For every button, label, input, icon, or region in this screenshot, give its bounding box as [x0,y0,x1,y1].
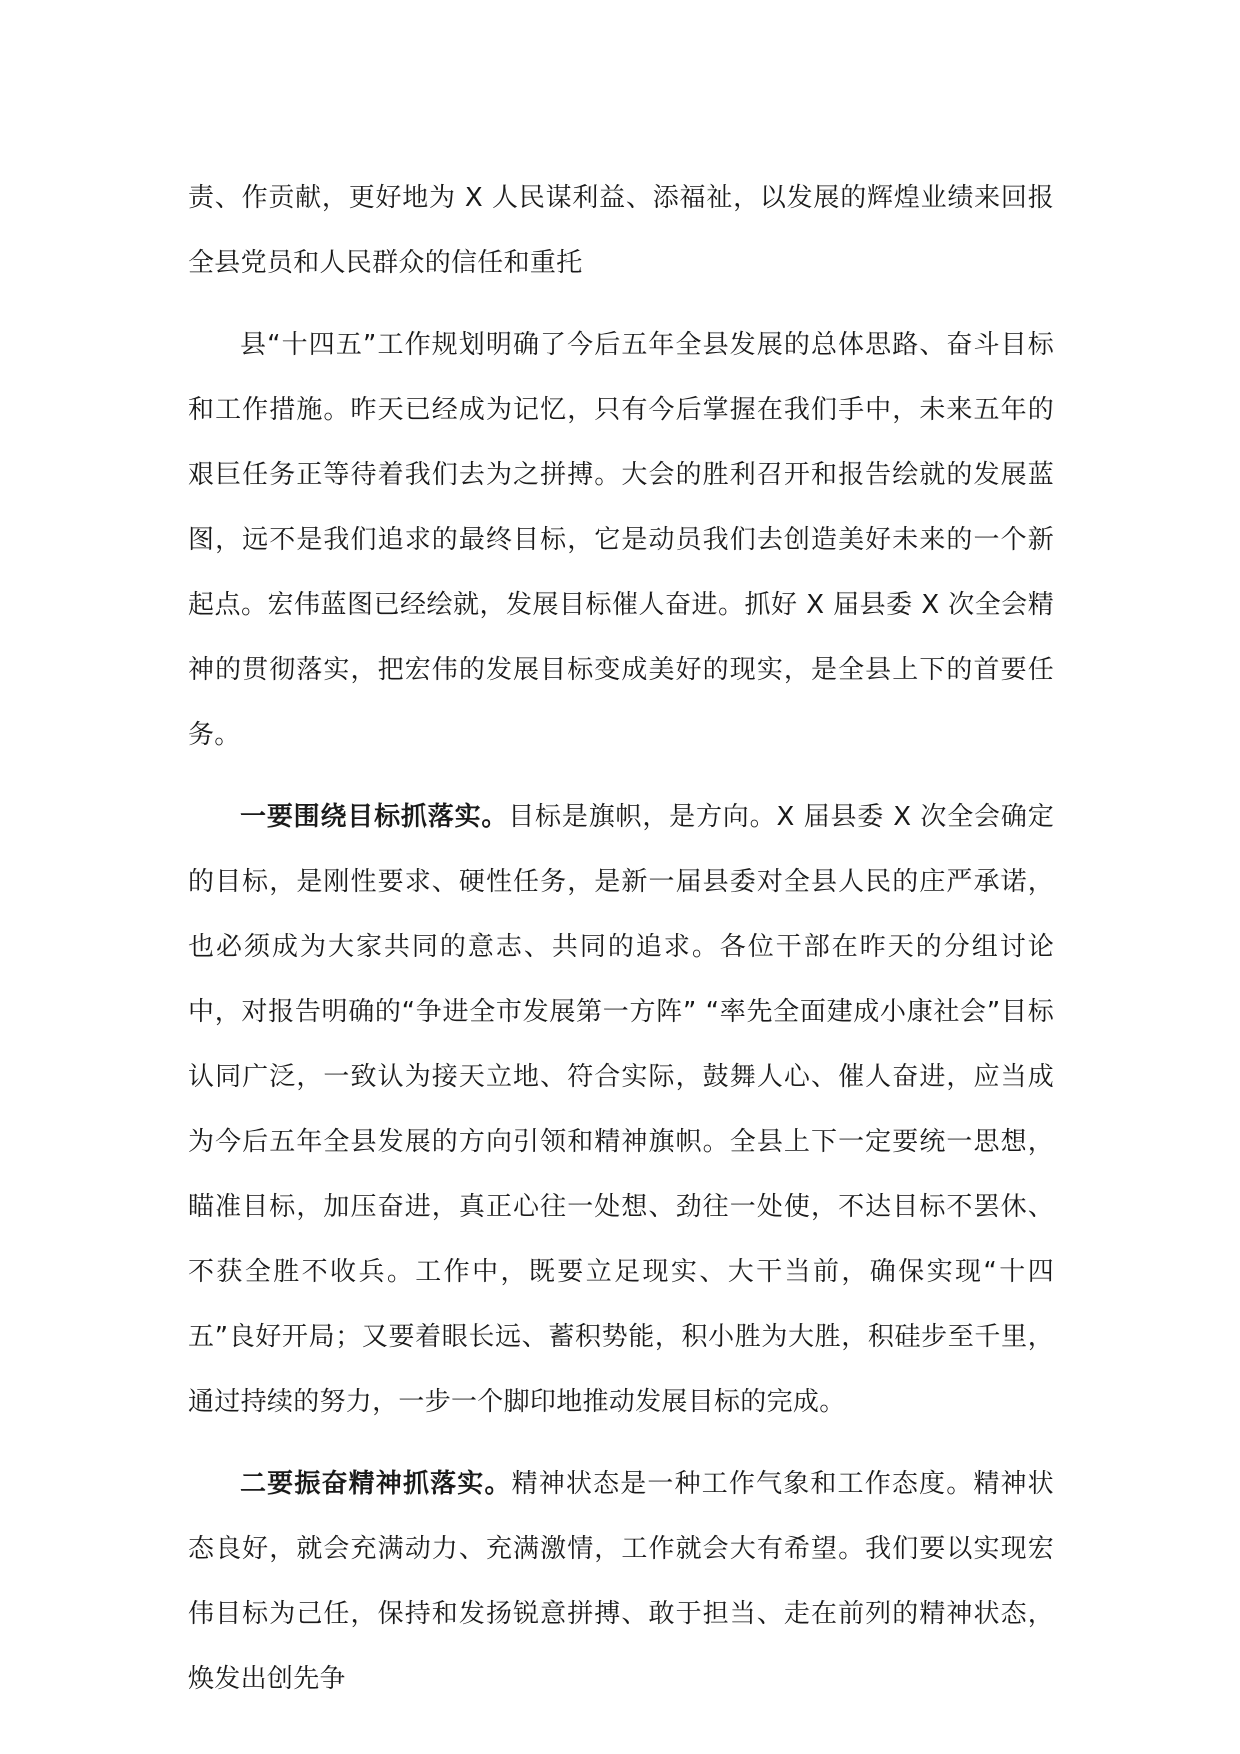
paragraph-text: 县“十四五”工作规划明确了今后五年全县发展的总体思路、奋斗目标和工作措施。昨天已经成为记忆，只有今后掌握在我们手中，未来五年的艰巨任务正等待着我们去为之拼搏。大会的胜利召开和报告绘就的发展蓝图，远不是我们追求的最终目标，它是动员我们去创造美好未来的一个新起点。宏伟蓝图已经绘就，发展目标催人奋进。抓好 X 届县委 X 次全会精神的贯彻落实，把宏伟的发展目标变成美好的现实，是全县上下的首要任务。 [188,330,1054,750]
paragraph-lead-heading: 二要振奋精神抓落实。 [240,1469,512,1499]
paragraph-spirit-implementation [188,1452,1054,1712]
paragraph-goal-implementation [188,785,1054,1435]
document-page [188,166,1054,1712]
paragraph-text: 精神状态是一种工作气象和工作态度。精神状态良好，就会充满动力、充满激情，工作就会大有希望。我们要以实现宏伟目标为己任，保持和发扬锐意拼搏、敢于担当、走在前列的精神状态，焕发出创先争 [188,1469,1054,1694]
paragraph-text: 责、作贡献，更好地为 X 人民谋利益、添福祉，以发展的辉煌业绩来回报全县党员和人民群众的信任和重托 [188,183,1054,278]
paragraph-text: 目标是旗帜，是方向。X 届县委 X 次全会确定的目标，是刚性要求、硬性任务，是新一届县委对全县人民的庄严承诺，也必须成为大家共同的意志、共同的追求。各位干部在昨天的分组讨论中，对报告明确的“争进全市发展第一方阵” “率先全面建成小康社会”目标认同广泛，一致认为接天立地、符合实际，鼓舞人心、催人奋进，应当成为今后五年全县发展的方向引领和精神旗帜。全县上下一定要统一思想，瞄准目标，加压奋进，真正心往一处想、劲往一处使，不达目标不罢休、不获全胜不收兵。工作中，既要立足现实、大干当前，确保实现“十四五”良好开局；又要着眼长远、蓄积势能，积小胜为大胜，积硅步至千里，通过持续的努力，一步一个脚印地推动发展目标的完成。 [188,802,1054,1417]
paragraph-plan-overview [188,313,1054,768]
paragraph-continuation [188,166,1054,296]
paragraph-lead-heading: 一要围绕目标抓落实。 [240,802,509,832]
